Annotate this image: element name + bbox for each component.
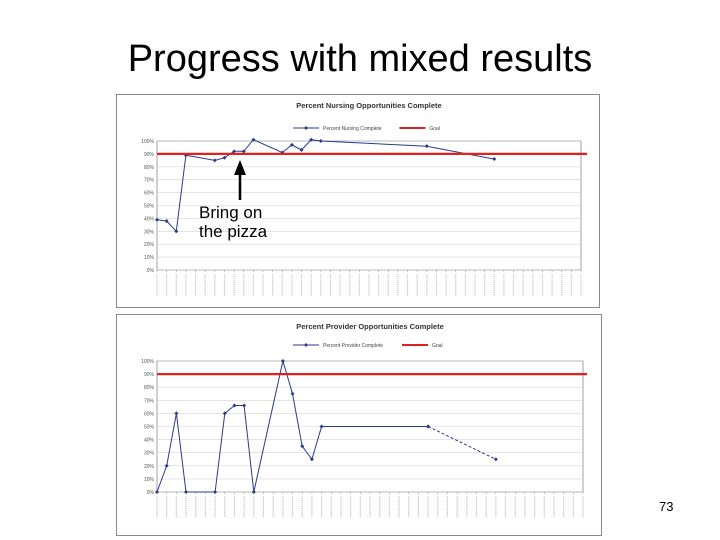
y-tick-label: 90% [143,372,154,379]
y-tick-label: 10% [143,255,154,262]
y-tick-label: 60% [143,190,154,197]
annotation-text [199,203,267,241]
y-tick-label: 20% [143,463,154,470]
y-tick-label: 10% [143,476,154,483]
y-tick-label: 30% [143,229,154,236]
annotation-line-1: Bring on [199,203,263,222]
y-tick-label: 0% [146,490,154,496]
y-tick-label: 0% [146,268,154,274]
y-tick-label: 70% [143,177,154,184]
y-tick-label: 100% [141,139,154,145]
legend-label: Goal [429,126,440,132]
y-tick-label: 40% [143,437,154,444]
y-tick-label: 50% [143,424,154,431]
y-tick-label: 40% [143,216,154,223]
slide-title: Progress with mixed results [127,38,593,80]
page-number: 73 [659,499,674,514]
y-tick-label: 60% [143,411,154,418]
y-tick-label: 70% [143,398,154,405]
legend-label: Goal [432,343,443,349]
y-tick-label: 80% [143,164,154,171]
legend-label: Percent Nursing Complete [323,126,382,132]
chart-title: Percent Provider Opportunities Complete [296,322,444,331]
annotation-line-2: the pizza [199,222,268,241]
legend-label: Percent Provider Complete [323,343,384,349]
chart-title: Percent Nursing Opportunities Complete [296,101,442,110]
y-tick-label: 20% [143,242,154,249]
y-tick-label: 100% [141,359,154,365]
y-tick-label: 90% [143,151,154,158]
y-tick-label: 80% [143,385,154,392]
y-tick-label: 50% [143,203,154,210]
y-tick-label: 30% [143,450,154,457]
